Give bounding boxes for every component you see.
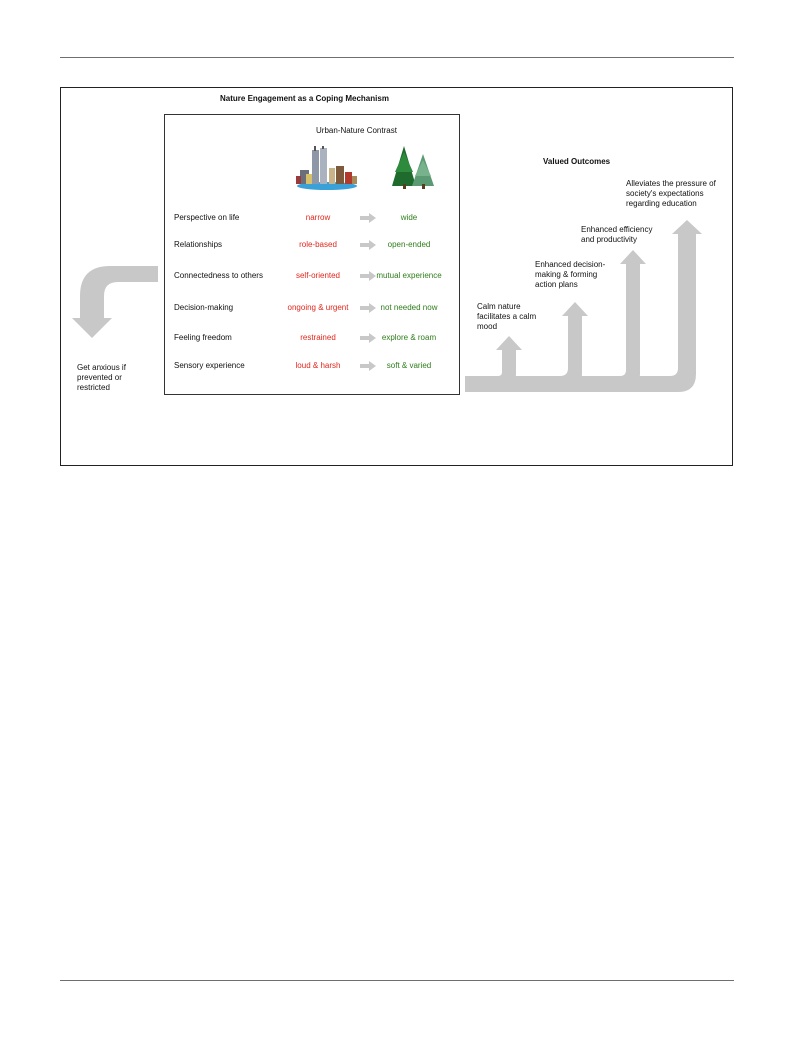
row-label-perspective: Perspective on life xyxy=(174,213,240,222)
row-nature-sensory: soft & varied xyxy=(386,361,432,370)
outcome-line: action plans xyxy=(535,280,578,289)
outcome-line: Calm nature xyxy=(477,302,521,311)
row-nature-decision: not needed now xyxy=(380,303,438,312)
row-nature-relationships: open-ended xyxy=(387,240,431,249)
row-urban-relationships: role-based xyxy=(299,240,337,249)
outcome-line: society's expectations xyxy=(626,189,704,198)
contrast-heading: Urban-Nature Contrast xyxy=(316,126,397,135)
outcome-line: making & forming xyxy=(535,270,598,279)
row-label-sensory: Sensory experience xyxy=(174,361,245,370)
row-urban-freedom: restrained xyxy=(300,333,336,342)
outcome-line: facilitates a calm xyxy=(477,312,537,321)
row-urban-sensory: loud & harsh xyxy=(295,361,341,370)
outcome-line: Enhanced decision- xyxy=(535,260,606,269)
row-label-relationships: Relationships xyxy=(174,240,223,249)
row-nature-perspective: wide xyxy=(400,213,418,222)
outcome-line: Alleviates the pressure of xyxy=(626,179,716,188)
outcome-line: regarding education xyxy=(626,199,697,208)
anxiety-note-line: restricted xyxy=(77,383,110,392)
row-urban-connectedness: self-oriented xyxy=(295,271,341,280)
row-label-connectedness: Connectedness to others xyxy=(174,271,263,280)
row-label-freedom: Feeling freedom xyxy=(174,333,232,342)
row-nature-connectedness: mutual experience xyxy=(376,271,442,280)
row-urban-perspective: narrow xyxy=(305,213,331,222)
trees-icon xyxy=(392,146,434,190)
outcome-line: Enhanced efficiency xyxy=(581,225,653,234)
outcomes-heading: Valued Outcomes xyxy=(543,157,611,166)
figure-title: Nature Engagement as a Coping Mechanism xyxy=(220,94,389,103)
anxiety-arrow xyxy=(72,266,158,338)
outcome-line: and productivity xyxy=(581,235,638,244)
anxiety-note-line: prevented or xyxy=(77,373,122,382)
city-icon xyxy=(296,146,358,190)
row-urban-decision: ongoing & urgent xyxy=(287,303,349,312)
outcome-line: mood xyxy=(477,322,498,331)
anxiety-note-line: Get anxious if xyxy=(77,363,126,372)
row-nature-freedom: explore & roam xyxy=(381,333,437,342)
row-label-decision: Decision-making xyxy=(174,303,234,312)
